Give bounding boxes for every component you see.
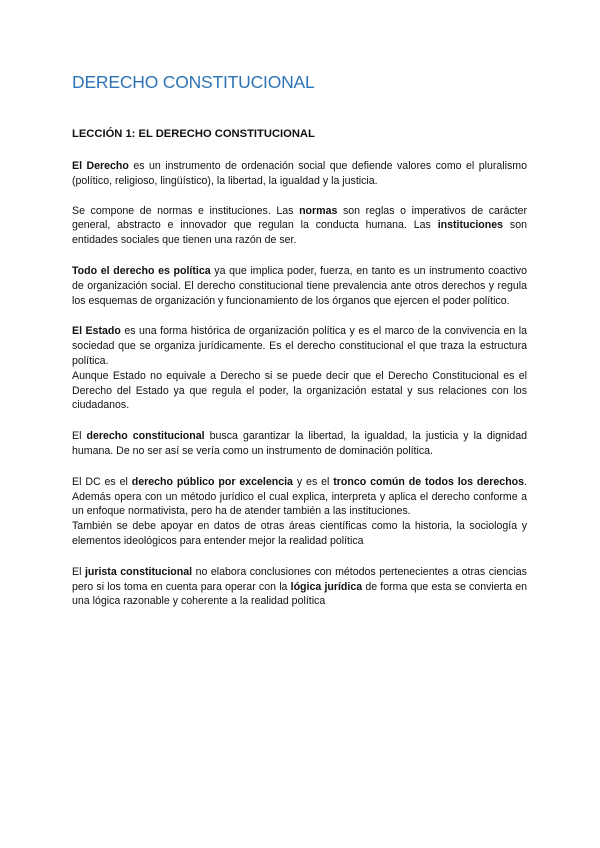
paragraph-text: También se debe apoyar en datos de otras áreas científicas como la historia, la sociología y elementos ideológicos para entender mejor la realidad política [72,520,527,547]
paragraph-text: . Además opera con un método jurídico el cual explica, interpreta y aplica el derecho conforme a un enfoque normativista, pero ha de atender también a las instituciones. [72,475,527,518]
paragraph-text: y es el [292,475,334,488]
paragraph-areas [72,519,527,549]
bold-term: El Estado [72,325,121,338]
paragraph-text: El [72,565,85,578]
bold-term: derecho constitucional [86,430,205,443]
paragraph-jurista [72,565,527,609]
bold-term: El Derecho [72,160,129,172]
document-title: DERECHO CONSTITUCIONAL [72,72,315,92]
paragraph-text: es un instrumento de ordenación social que defiende valores como el pluralismo (político, religioso, lingüístico), la libertad, la igualdad y la justicia. [72,160,527,187]
paragraph-text: es una forma histórica de organización política y es el marco de la convivencia en la sociedad que se organiza jurídicamente. Es el derecho constitucional el que traza la estructura política. [72,325,527,367]
paragraph-text: son entidades sociales que tienen una razón de ser. [72,219,527,247]
paragraph-text: Aunque Estado no equivale a Derecho si se puede decir que el Derecho Constitucional es el Derecho del Estado ya que regula el poder, la organización estatal y sus relaciones con los ciudadanos. [72,369,527,412]
paragraph-estado-derecho [72,369,527,413]
paragraph-normas [72,204,527,248]
bold-term: jurista constitucional [84,565,193,578]
paragraph-text: no elabora conclusiones con métodos pertenecientes a otras ciencias pero si los toma en cuenta para operar con la [72,565,527,593]
paragraph-text: de forma que esta se convierta en una lógica razonable y coherente a la realidad política [72,580,528,608]
document-page [72,70,527,609]
paragraph-estado [72,324,527,368]
bold-term: instituciones [437,219,504,232]
paragraph-text: ya que implica poder, fuerza, en tanto es un instrumento coactivo de organización social. El derecho constitucional tiene prevalencia ante otros derechos y regula los esquemas de organización y funcionamiento de los órganos que ejercen el poder político. [72,264,527,307]
paragraph-politica [72,264,527,308]
paragraph-text: son reglas o imperativos de carácter general, abstracto e innovador que regulan la conducta humana. Las [72,204,528,232]
bold-term: Todo el derecho es política [72,264,211,277]
paragraph-derecho [72,159,527,189]
paragraph-text: El [72,430,87,443]
paragraph-text: El DC es el [72,475,132,488]
bold-term: derecho público por excelencia [131,475,293,488]
lesson-heading: LECCIÓN 1: EL DERECHO CONSTITUCIONAL [72,128,315,140]
bold-term: normas [299,204,338,217]
bold-term: lógica jurídica [290,580,363,593]
paragraph-text: busca garantizar la libertad, la igualdad, la justicia y la dignidad humana. De no ser así se vería como un instrumento de dominación política. [72,430,527,457]
paragraph-dc [72,475,527,519]
paragraph-text: Se compone de normas e instituciones. Las [72,204,300,217]
bold-term: tronco común de todos los derechos [333,475,525,488]
paragraph-derecho-constitucional [72,429,527,459]
